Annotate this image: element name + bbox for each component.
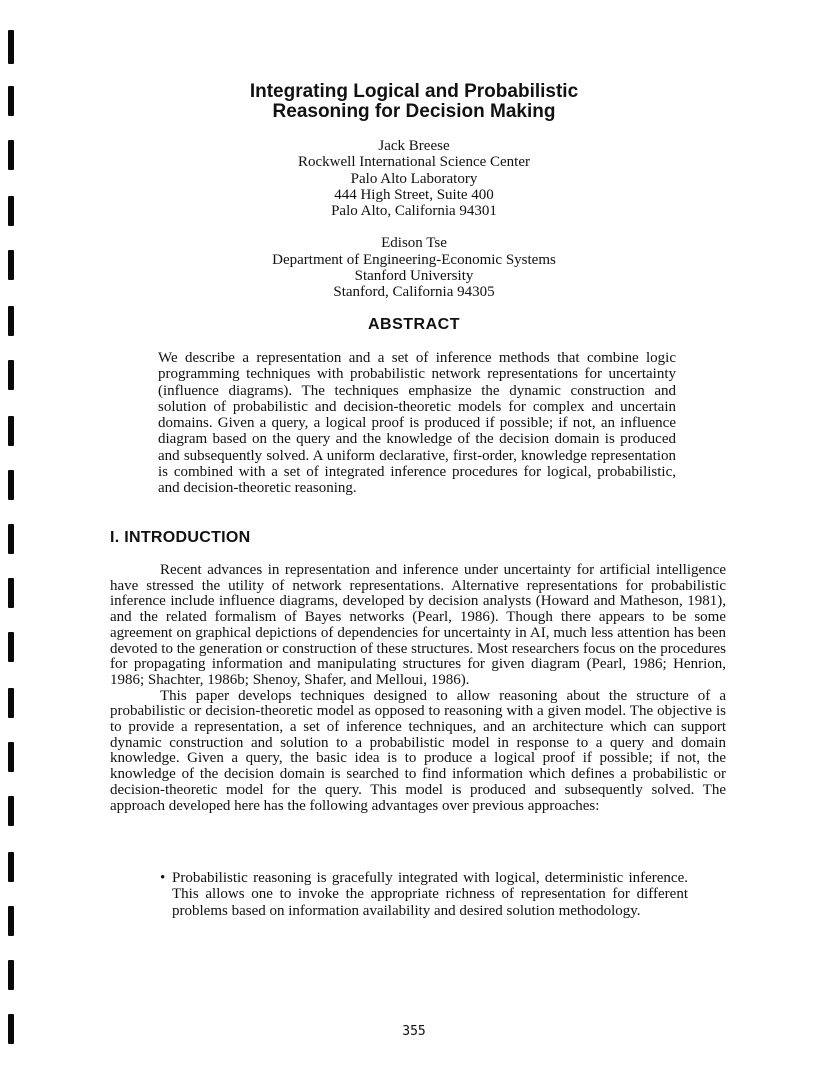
scan-mark [8,470,14,500]
author-block [0,235,828,300]
scan-mark [8,524,14,554]
author-block [0,138,828,219]
paper-title [0,82,828,122]
scan-mark [8,30,14,64]
abstract-heading: ABSTRACT [368,316,460,333]
bullet-icon: • [160,870,166,886]
title-line: Integrating Logical and Probabilistic [249,81,579,102]
scan-mark [8,742,14,772]
affiliation-line: Department of Engineering-Economic Systems [272,251,556,268]
scan-mark [8,632,14,662]
body-paragraph: Recent advances in representation and inference under uncertainty for artificial intelligence have stressed the utility of network representations. Alternative representations for probabilistic inference include influence diagrams, developed by decision analysts (Howard and Matheson, 1981), and the related formalism of Bayes networks (Pearl, 1986). Though there appears to be some agreement on graphical depictions of dependencies for uncertainty in AI, much less attention has been devoted to the generation or construction of these structures. Most researchers focus on the procedures for propagating information and manipulating structures for given diagram (Pearl, 1986; Henrion, 1986; Shachter, 1986b; Shenoy, Shafer, and Melloui, 1986). [110,562,726,688]
section-heading: I. INTRODUCTION [110,529,251,546]
scan-mark [8,796,14,826]
author-name: Edison Tse [381,235,447,252]
affiliation-line: Rockwell International Science Center [298,154,530,171]
scan-mark [8,852,14,882]
scan-mark [8,416,14,446]
author-name: Jack Breese [378,138,450,154]
author-list [0,138,828,317]
scan-mark [8,960,14,990]
page-number: 355 [402,1024,426,1039]
scan-mark [8,906,14,936]
introduction-body [110,563,726,814]
bullet-text: Probabilistic reasoning is gracefully integrated with logical, deterministic inference. This allows one to invoke the appropriate richness of representation for different problems based on information availability and desired solution methodology. [172,870,688,919]
abstract-text: We describe a representation and a set of inference methods that combine logic programming techniques with probabilistic network representations for uncertainty (influence diagrams). The techniques emphasize the dynamic construction and solution of probabilistic and decision-theoretic models for complex and uncertain domains. Given a query, a logical proof is produced if possible; if not, an influence diagram based on the query and the knowledge of the decision domain is produced and subsequently solved. A uniform declarative, first-order, knowledge representation is combined with a set of integrated inference procedures for logical, probabilistic, and decision-theoretic reasoning. [158,350,676,497]
affiliation-line: Stanford University [354,268,474,285]
affiliation-line: Stanford, California 94305 [333,284,495,301]
affiliation-line: 444 High Street, Suite 400 [334,186,494,203]
bullet-item [160,870,688,919]
scan-mark [8,688,14,718]
affiliation-line: Palo Alto Laboratory [350,170,478,187]
scan-mark [8,578,14,608]
scan-mark [8,360,14,390]
title-line: Reasoning for Decision Making [272,101,556,122]
body-paragraph: This paper develops techniques designed to allow reasoning about the structure of a probabilistic or decision-theoretic model as opposed to reasoning with a given model. The objective is to provide a representation, a set of inference techniques, and an architecture which can support dynamic construction and solution to a probabilistic model in response to a query and domain knowledge. Given a query, the basic idea is to produce a logical proof if possible; if not, the knowledge of the decision domain is searched to find information which defines a probabilistic or decision-theoretic model for the query. This model is produced and subsequently solved. The approach developed here has the following advantages over previous approaches: [110,687,726,814]
affiliation-line: Palo Alto, California 94301 [331,203,497,220]
